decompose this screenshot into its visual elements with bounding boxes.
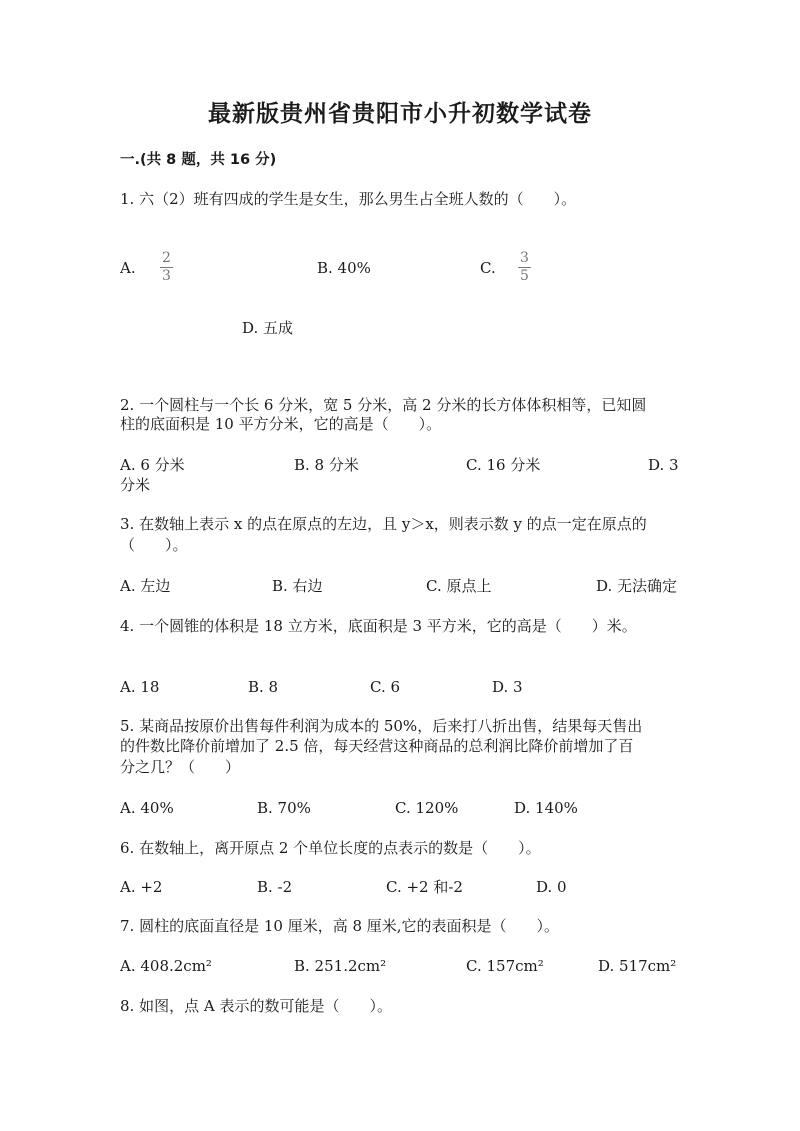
q2-option-d-continued: 分米 [120,476,151,494]
q3-option-a: A. 左边 [120,577,171,595]
q6-option-a: A. +2 [120,878,163,896]
q4-option-c: C. 6 [370,678,401,696]
q1-option-a-numerator: 2 [162,250,171,266]
q1-option-c-numerator: 3 [520,250,529,266]
q4-option-b: B. 8 [248,678,279,696]
q5-option-c: C. 120% [395,799,459,817]
q2-option-d: D. 3 [648,456,679,474]
q2-option-b: B. 8 分米 [294,456,359,474]
q3-option-d: D. 无法确定 [596,577,678,595]
question-7-text: 7. 圆柱的底面直径是 10 厘米，高 8 厘米,它的表面积是（ ）。 [120,917,560,935]
q2-option-c: C. 16 分米 [466,456,541,474]
question-4-text: 4. 一个圆锥的体积是 18 立方米，底面积是 3 平方米，它的高是（ ）米。 [120,617,637,635]
q1-option-c-fraction [518,251,531,283]
question-1-text: 1. 六（2）班有四成的学生是女生，那么男生占全班人数的（ ）。 [120,190,577,208]
page-title: 最新版贵州省贵阳市小升初数学试卷 [208,101,592,127]
q6-option-b: B. -2 [257,878,293,896]
question-5-line-2: 的件数比降价前增加了 2.5 倍，每天经营这种商品的总利润比降价前增加了百 [120,737,634,755]
q1-option-b: B. 40% [317,259,371,277]
q1-option-c-label: C. [480,259,496,277]
question-3-line-2: （ ）。 [120,536,188,554]
q6-option-c: C. +2 和-2 [386,878,463,896]
q7-option-b: B. 251.2cm² [294,957,387,975]
q3-option-c: C. 原点上 [426,577,492,595]
q4-option-d: D. 3 [492,678,523,696]
q2-option-a: A. 6 分米 [120,456,185,474]
question-8-text: 8. 如图，点 A 表示的数可能是（ ）。 [120,997,392,1015]
q1-option-a-label: A. [120,259,136,277]
q1-option-a-fraction [160,251,173,283]
q7-option-a: A. 408.2cm² [120,957,212,975]
question-2-line-2: 柱的底面积是 10 平方分米，它的高是（ ）。 [120,415,442,433]
q6-option-d: D. 0 [536,878,567,896]
q7-option-c: C. 157cm² [466,957,544,975]
q5-option-b: B. 70% [257,799,311,817]
question-5-line-3: 分之几？（ ） [120,758,241,776]
question-5-line-1: 5. 某商品按原价出售每件利润为成本的 50%，后来打八折出售，结果每天售出 [120,717,643,735]
q3-option-b: B. 右边 [272,577,323,595]
q5-option-d: D. 140% [514,799,578,817]
question-3-line-1: 3. 在数轴上表示 x 的点在原点的左边，且 y＞x，则表示数 y 的点一定在原点的 [120,515,647,533]
question-2-line-1: 2. 一个圆柱与一个长 6 分米，宽 5 分米，高 2 分米的长方体体积相等，已知圆 [120,396,647,414]
section-heading: 一.(共 8 题，共 16 分) [120,152,277,168]
q1-option-d: D. 五成 [242,319,294,337]
q7-option-d: D. 517cm² [598,957,677,975]
q1-option-a-denominator: 3 [162,267,171,284]
q4-option-a: A. 18 [120,678,160,696]
q5-option-a: A. 40% [120,799,174,817]
question-6-text: 6. 在数轴上，离开原点 2 个单位长度的点表示的数是（ ）。 [120,839,541,857]
q1-option-c-denominator: 5 [520,267,529,284]
